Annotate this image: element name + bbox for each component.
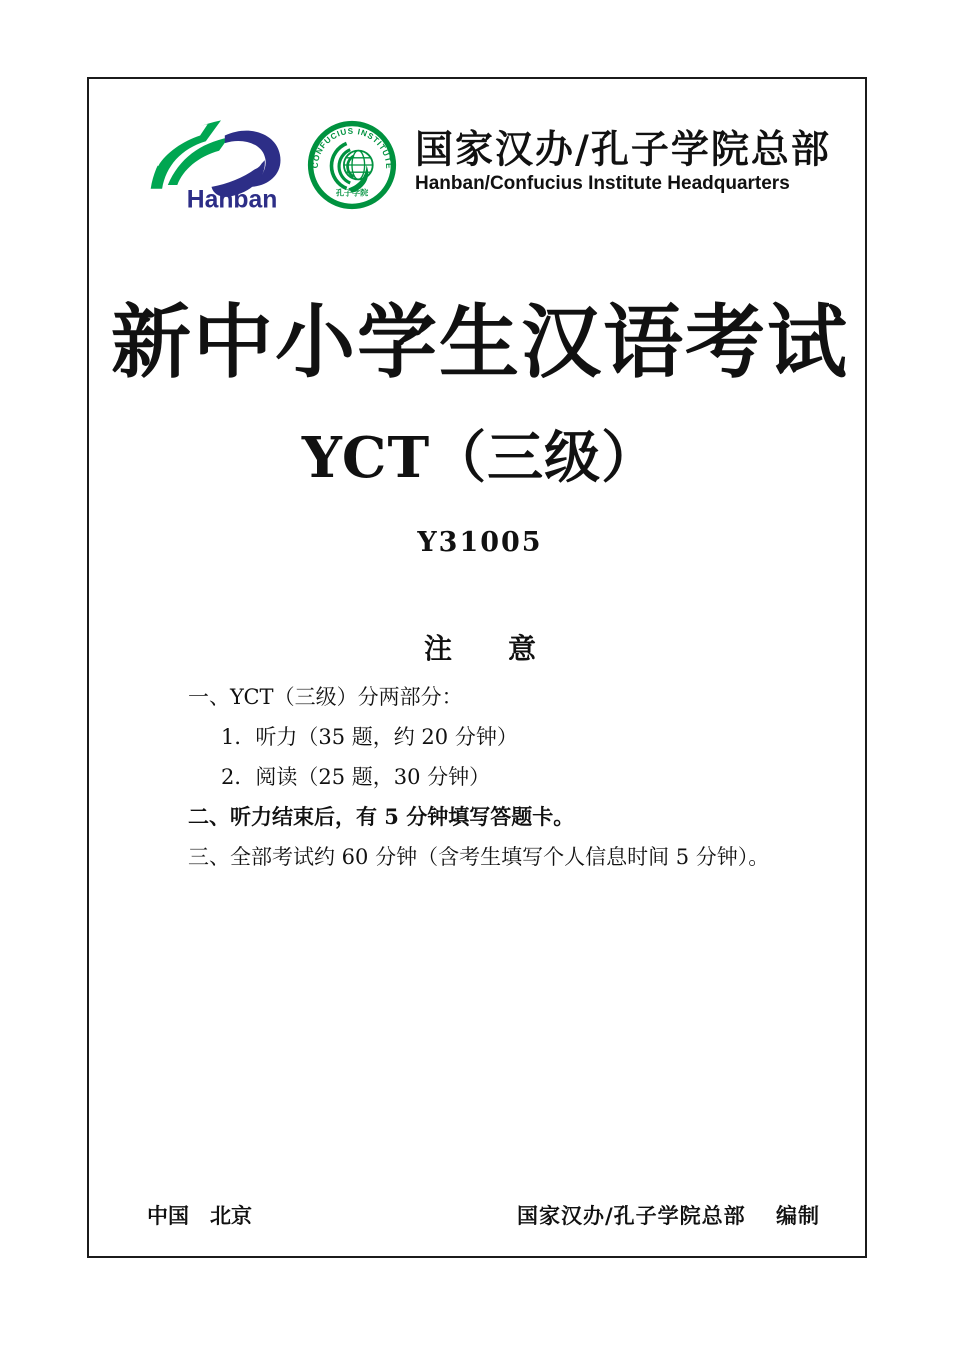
header <box>145 116 831 214</box>
notice-item-2: 二、听力结束后，有 5 分钟填写答题卡。 <box>188 804 575 829</box>
ci-ring-text-top: CONFUCIUS INSTITUTE <box>310 126 394 170</box>
confucius-institute-logo-icon <box>307 118 397 212</box>
exam-title: 新中小学生汉语考试 <box>111 295 849 389</box>
exam-level-title: YCT（三级） <box>301 425 659 491</box>
notice-list <box>188 677 808 877</box>
notice-heading: 注 意 <box>423 632 536 665</box>
notice-item-3: 三、全部考试约 60 分钟（含考生填写个人信息时间 5 分钟）。 <box>188 845 770 869</box>
org-text-block <box>415 116 831 195</box>
paper-code: Y31005 <box>417 527 543 558</box>
notice-item-1-sub-2: 2．阅读（25 题，30 分钟） <box>221 765 491 789</box>
hanban-logo-label: Hanban <box>186 186 278 214</box>
page-border <box>87 77 867 1258</box>
notice-item-1: 一、YCT（三级）分两部分： <box>188 685 463 709</box>
footer <box>147 1200 820 1230</box>
hanban-logo-icon <box>145 116 297 214</box>
footer-publisher: 国家汉办/孔子学院总部 编制 <box>517 1203 820 1228</box>
org-name-english: Hanban/Confucius Institute Headquarters <box>415 173 790 194</box>
ci-ring-text-bottom: 孔子学院 <box>335 187 369 198</box>
notice-item-1-sub-1: 1．听力（35 题，约 20 分钟） <box>221 725 518 749</box>
org-name-chinese: 国家汉办/孔子学院总部 <box>415 125 831 172</box>
footer-location: 中国 北京 <box>147 1203 252 1228</box>
